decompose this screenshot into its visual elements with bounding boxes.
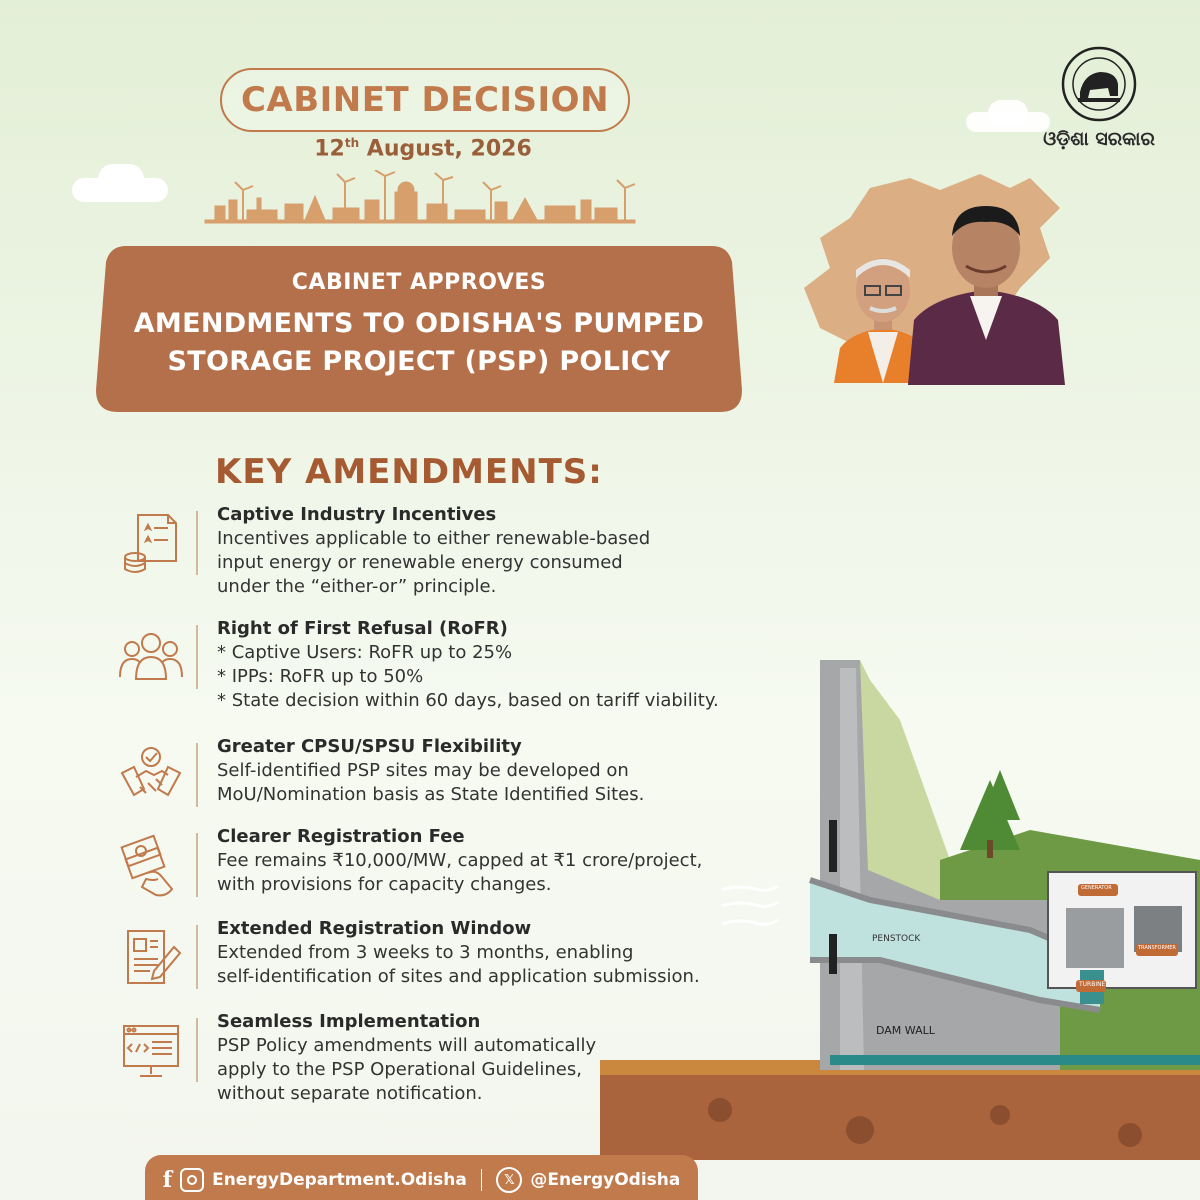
- divider: [196, 511, 198, 575]
- headline-line1: CABINET APPROVES: [291, 270, 547, 295]
- divider: [196, 925, 198, 989]
- instagram-icon[interactable]: [180, 1168, 204, 1192]
- cabinet-decision-badge: [220, 68, 630, 132]
- transformer-label: TRANSFORMER: [1138, 945, 1176, 951]
- renewable-skyline-illustration: [195, 170, 645, 242]
- headline-line3: STORAGE PROJECT (PSP) POLICY: [167, 346, 671, 377]
- social-footer: [145, 1155, 698, 1200]
- key-amendments-title: KEY AMENDMENTS:: [215, 452, 603, 492]
- x-twitter-icon[interactable]: 𝕏: [496, 1167, 522, 1193]
- amendment-heading: Greater CPSU/SPSU Flexibility: [217, 736, 522, 757]
- amendment-body: * Captive Users: RoFR up to 25% * IPPs: RoFR up to 50% * State decision within 60 days, based on tariff viability.: [217, 642, 719, 711]
- cloud: [98, 164, 144, 194]
- x-handle[interactable]: @EnergyOdisha: [530, 1170, 681, 1190]
- dam-wall-label: DAM WALL: [876, 1024, 935, 1037]
- money-hand-icon: [118, 833, 184, 899]
- handshake-icon: [118, 743, 184, 809]
- amendment-heading: Extended Registration Window: [217, 918, 532, 939]
- people-group-icon: [118, 625, 184, 691]
- divider: [196, 1018, 198, 1082]
- amendment-heading: Right of First Refusal (RoFR): [217, 618, 508, 639]
- government-of-odisha-label: ଓଡ଼ିଶା ସରକାର: [1043, 128, 1155, 150]
- divider: [196, 743, 198, 807]
- code-monitor-icon: [118, 1018, 184, 1084]
- divider: [196, 625, 198, 689]
- generator-label: GENERATOR: [1081, 885, 1112, 891]
- headline-line2: AMENDMENTS TO ODISHA'S PUMPED: [133, 308, 705, 339]
- amendment-heading: Seamless Implementation: [217, 1011, 481, 1032]
- penstock-label: PENSTOCK: [872, 934, 921, 944]
- amendment-heading: Clearer Registration Fee: [217, 826, 465, 847]
- document-coins-icon: [118, 511, 184, 577]
- amendment-body: Fee remains ₹10,000/MW, capped at ₹1 crore/project, with provisions for capacity changes.: [217, 850, 703, 895]
- divider: [196, 833, 198, 897]
- facebook-instagram-handle[interactable]: EnergyDepartment.Odisha: [212, 1170, 467, 1190]
- odisha-emblem-icon: [1060, 44, 1138, 124]
- cloud: [988, 100, 1028, 126]
- amendment-body: Extended from 3 weeks to 3 months, enabling self-identification of sites and application submission.: [217, 942, 700, 987]
- badge-label: CABINET DECISION: [240, 80, 610, 120]
- amendment-body: Incentives applicable to either renewable-based input energy or renewable energy consumed under the “either-or” principle.: [217, 528, 651, 597]
- amendment-body: PSP Policy amendments will automatically apply to the PSP Operational Guidelines, without separate notification.: [217, 1035, 597, 1104]
- decision-date: 12th August, 2026: [314, 136, 532, 162]
- leader-photo-right: [904, 200, 1069, 385]
- divider: [481, 1169, 483, 1191]
- registration-form-icon: [118, 925, 184, 991]
- facebook-icon[interactable]: f: [162, 1167, 173, 1193]
- amendment-heading: Captive Industry Incentives: [217, 504, 497, 525]
- amendment-body: Self-identified PSP sites may be developed on MoU/Nomination basis as State Identified Sites.: [217, 760, 645, 805]
- headline: [96, 270, 742, 381]
- turbine-label: TURBINE: [1079, 981, 1106, 988]
